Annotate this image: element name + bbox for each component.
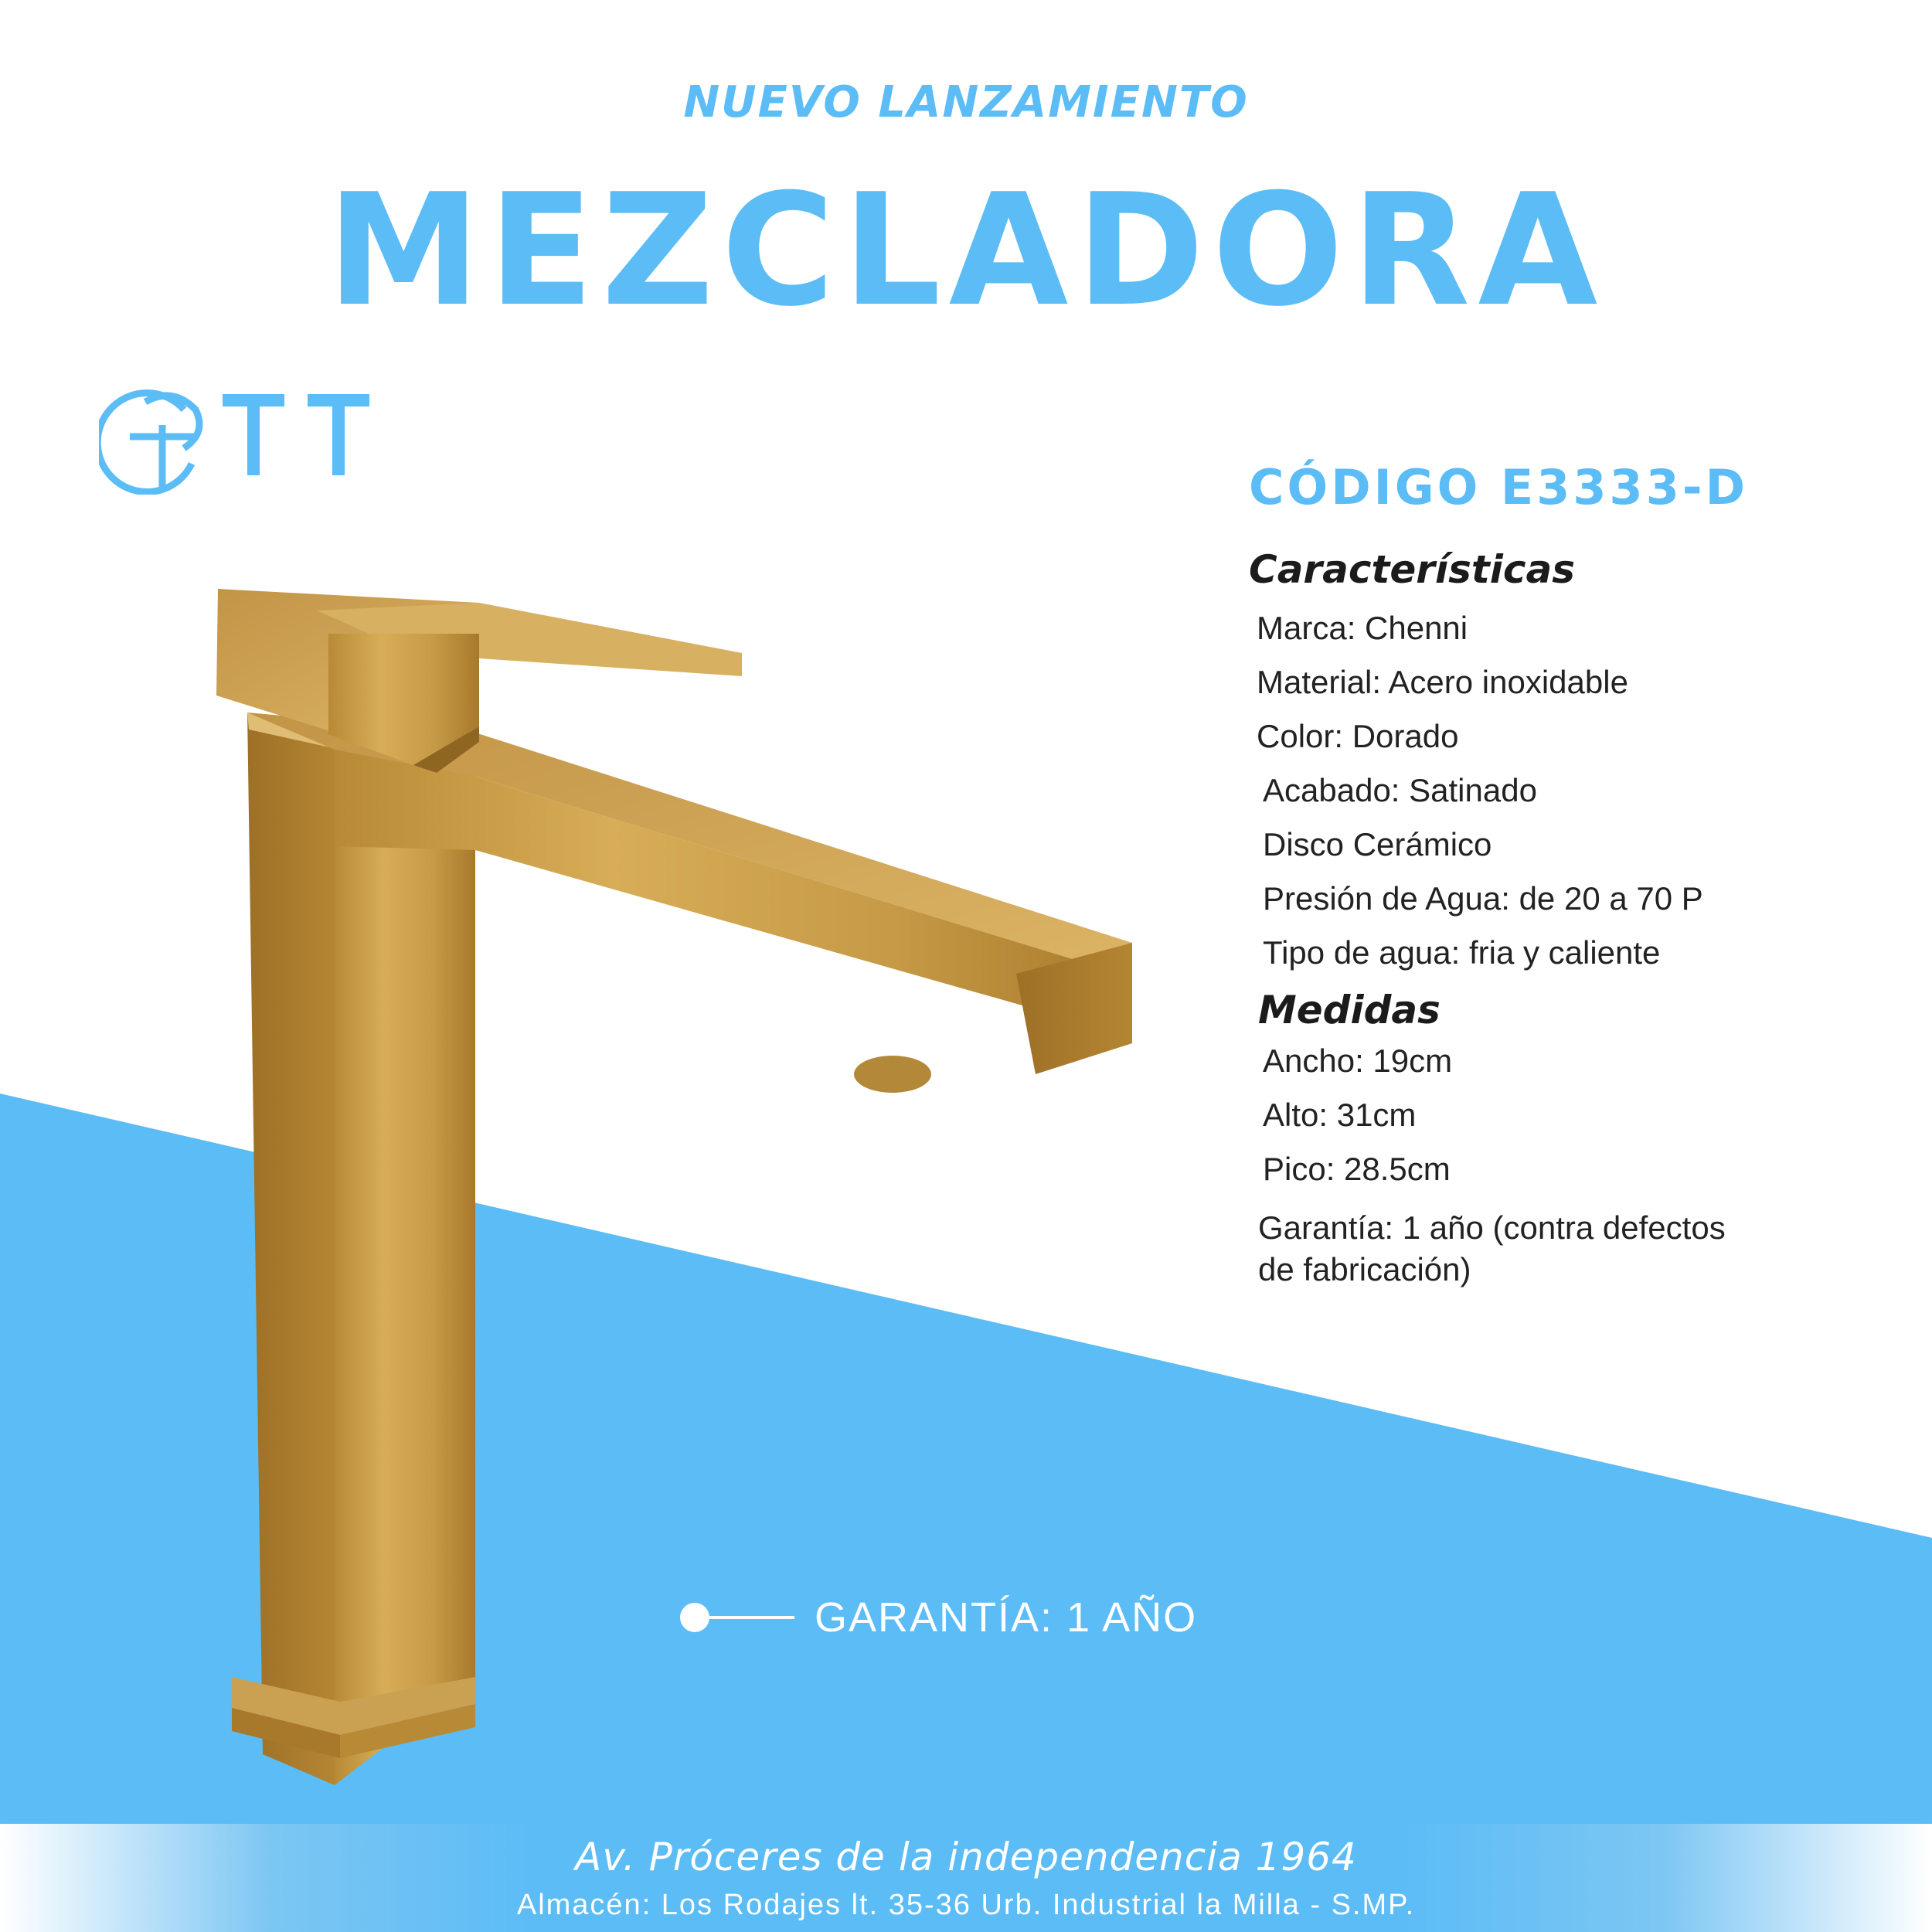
bullet-dot-icon <box>680 1603 709 1632</box>
feature-brand: Marca: Chenni <box>1257 610 1468 646</box>
connector-line <box>709 1616 794 1619</box>
product-info-panel <box>1246 459 1903 1291</box>
feature-color: Color: Dorado <box>1257 718 1459 754</box>
measure-width: Ancho: 19cm <box>1263 1043 1453 1079</box>
measures-list <box>1246 1045 1903 1185</box>
feature-ceramic-disc: Disco Cerámico <box>1263 826 1492 862</box>
warranty-badge-label: GARANTÍA: 1 AÑO <box>815 1594 1198 1641</box>
feature-material: Material: Acero inoxidable <box>1257 664 1628 700</box>
measures-heading: Medidas <box>1258 988 1440 1032</box>
monogram-circle-icon <box>99 393 199 492</box>
product-code: CÓDIGO E3333-D <box>1249 459 1749 515</box>
feature-water-pressure: Presión de Agua: de 20 a 70 P <box>1263 880 1703 917</box>
feature-finish: Acabado: Satinado <box>1263 772 1537 808</box>
logo-letters <box>223 394 369 475</box>
page-title: MEZCLADORA <box>326 161 1606 341</box>
launch-kicker: NUEVO LANZAMIENTO <box>683 77 1249 128</box>
features-list <box>1246 612 1903 969</box>
brand-logo <box>99 379 393 495</box>
footer-address: Av. Próceres de la independencia 1964 <box>575 1835 1357 1879</box>
warranty-badge <box>680 1594 1197 1641</box>
feature-water-type: Tipo de agua: fria y caliente <box>1263 934 1661 971</box>
features-heading: Características <box>1249 547 1576 592</box>
measure-height: Alto: 31cm <box>1263 1097 1417 1133</box>
warranty-detail: Garantía: 1 año (contra defectos de fabricación) <box>1258 1209 1726 1287</box>
footer-warehouse: Almacén: Los Rodajes lt. 35-36 Urb. Industrial la Milla - S.MP. <box>516 1889 1416 1921</box>
measure-spout: Pico: 28.5cm <box>1263 1151 1451 1187</box>
